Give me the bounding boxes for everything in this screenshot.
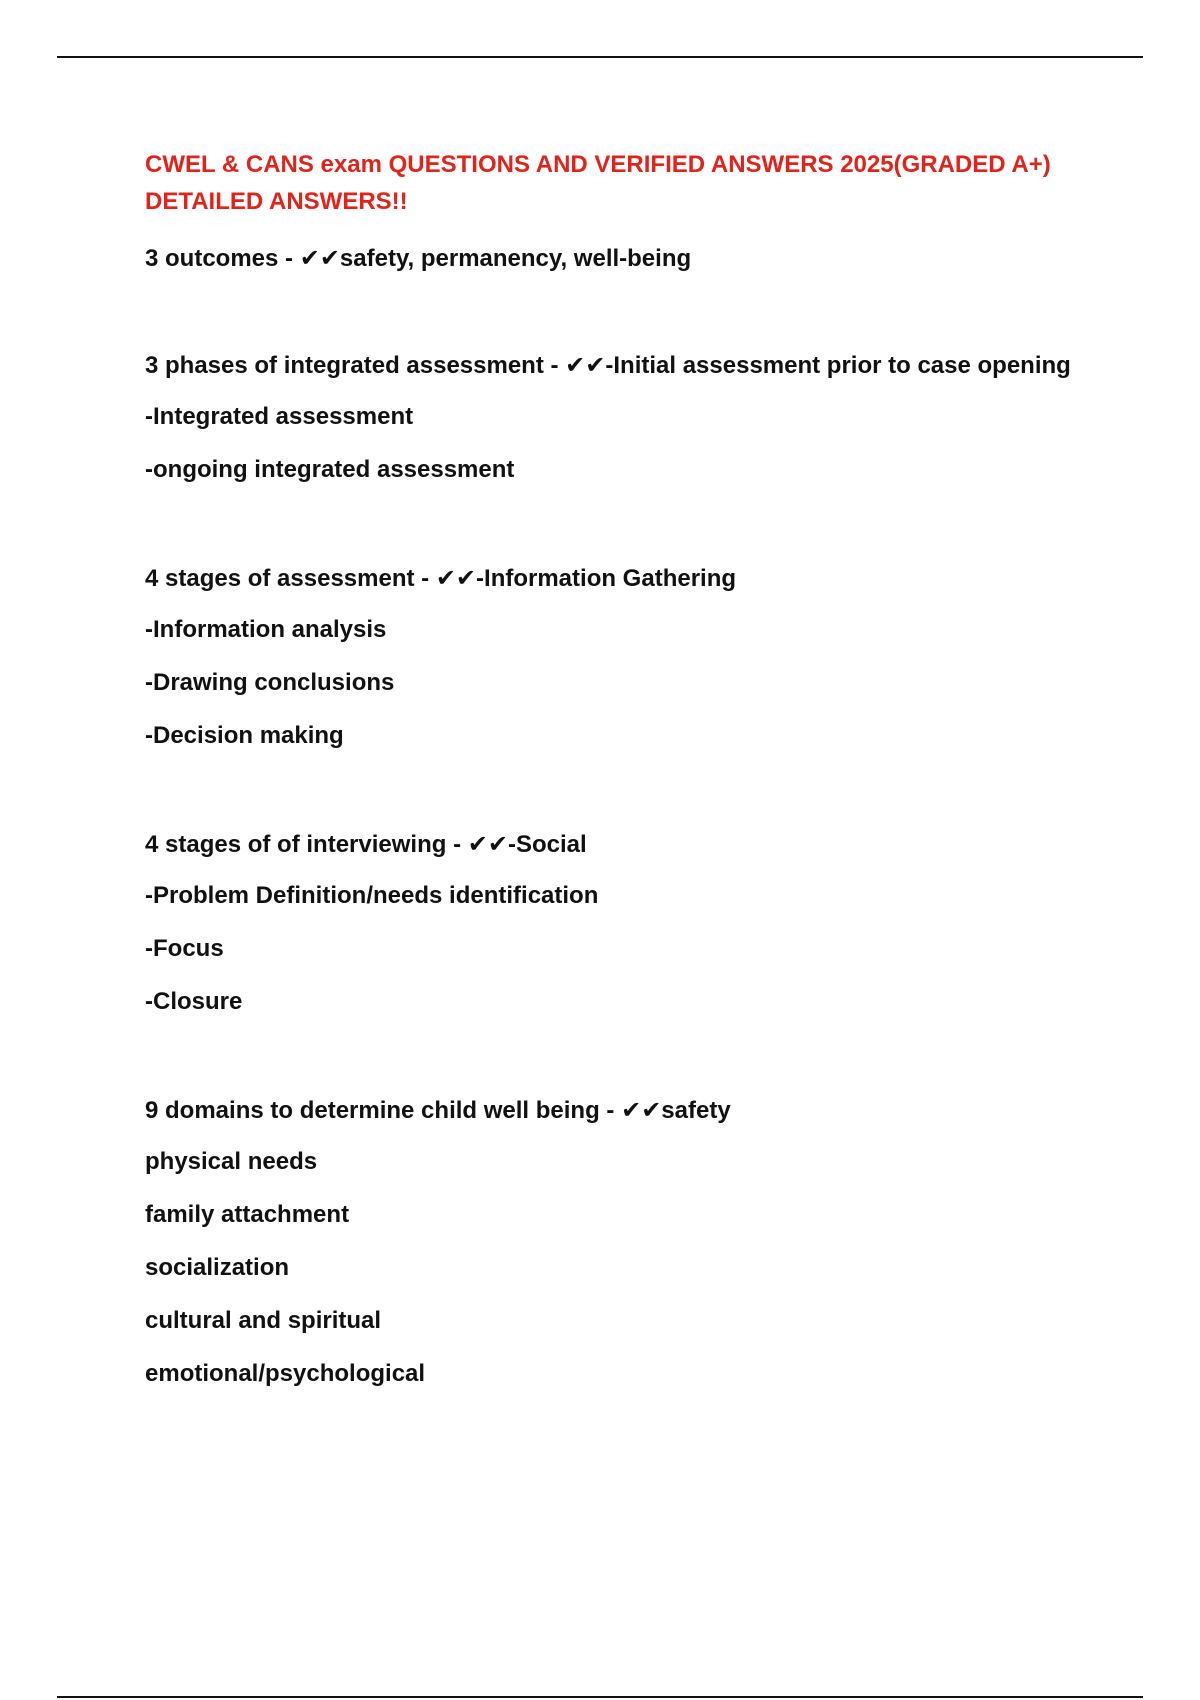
qa-item (145, 554, 1125, 762)
qa-item (145, 234, 1125, 283)
check-icon: ✔✔ (299, 244, 340, 272)
check-icon: ✔✔ (467, 830, 508, 858)
document-body (145, 146, 1125, 1400)
separator: - (278, 245, 300, 272)
question-line (145, 820, 1125, 869)
document-title: CWEL & CANS exam QUESTIONS AND VERIFIED ANSWERS 2025(GRADED A+) DETAILED ANSWERS!! (145, 151, 1051, 215)
answer-line: cultural and spiritual (145, 1307, 382, 1334)
question-line (145, 1086, 1125, 1135)
question-line (145, 341, 1125, 390)
bottom-rule (57, 1696, 1143, 1698)
answer-line: -Problem Definition/needs identification (145, 882, 599, 909)
answer-text: -Social (507, 831, 587, 858)
qa-item (145, 341, 1125, 496)
check-icon: ✔✔ (435, 564, 477, 592)
separator: - (446, 831, 468, 858)
answer-line: -Closure (145, 988, 243, 1015)
answer-line: -Focus (145, 935, 224, 962)
answer-line: -Integrated assessment (145, 403, 414, 430)
question-line (145, 554, 1125, 603)
question-text: 4 stages of of interviewing (145, 831, 447, 858)
answer-line: -Drawing conclusions (145, 669, 395, 696)
answer-text: -Initial assessment prior to case opening (605, 352, 1071, 379)
answer-text: safety (661, 1097, 731, 1124)
top-rule (57, 56, 1143, 58)
answer-line: physical needs (145, 1148, 318, 1175)
question-line (145, 234, 1125, 283)
answer-line: family attachment (145, 1201, 350, 1228)
check-icon: ✔✔ (621, 1096, 662, 1124)
answer-line: emotional/psychological (145, 1360, 426, 1387)
separator: - (543, 352, 566, 379)
qa-item (145, 820, 1125, 1028)
answer-line: socialization (145, 1254, 290, 1281)
separator: - (599, 1097, 622, 1124)
answer-line: -ongoing integrated assessment (145, 456, 515, 483)
question-text: 9 domains to determine child well being (145, 1097, 600, 1124)
separator: - (414, 565, 436, 592)
qa-item (145, 1086, 1125, 1400)
check-icon: ✔✔ (565, 351, 606, 379)
question-text: 3 outcomes (145, 245, 279, 272)
answer-line: -Information analysis (145, 616, 387, 643)
answer-text: -Information Gathering (476, 565, 737, 592)
question-text: 4 stages of assessment (145, 565, 415, 592)
answer-line: -Decision making (145, 722, 344, 749)
question-text: 3 phases of integrated assessment (145, 352, 544, 379)
answer-text: safety, permanency, well-being (339, 245, 692, 272)
